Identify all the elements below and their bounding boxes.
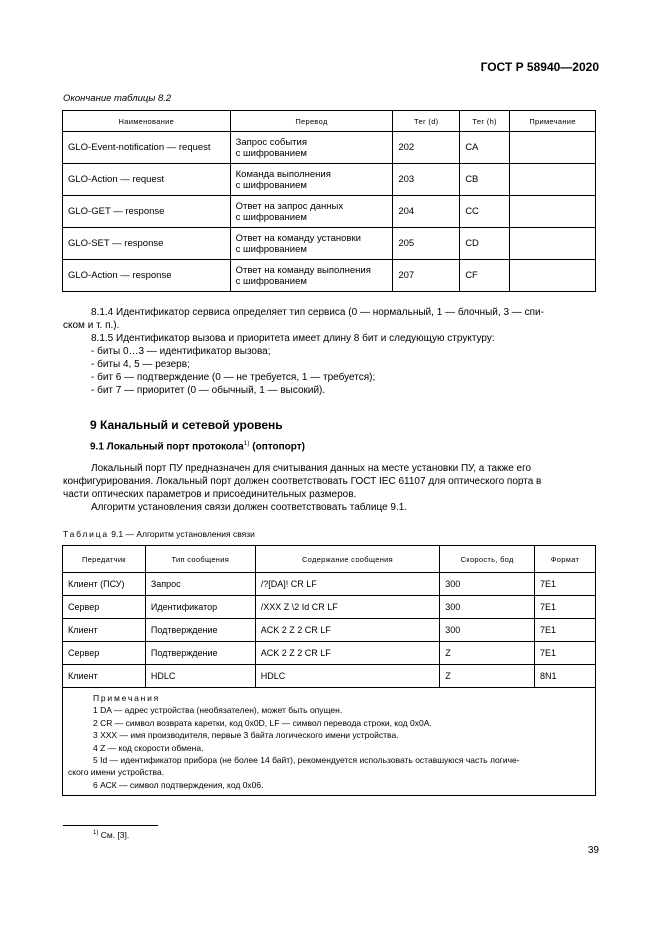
column-header: Передатчик xyxy=(63,546,146,573)
table-row xyxy=(63,196,596,228)
cell-transmitter: Сервер xyxy=(63,642,146,665)
cell-format: 7E1 xyxy=(535,642,596,665)
table-8-2-caption: Окончание таблицы 8.2 xyxy=(63,93,172,104)
cell-name: GLO-Action — response xyxy=(63,260,231,292)
table-header-row xyxy=(63,111,596,132)
cell-transmitter: Клиент (ПСУ) xyxy=(63,573,146,596)
cell-note xyxy=(510,260,596,292)
paragraph-8-1-4-continued: ском и т. п.). xyxy=(63,320,120,331)
translation-line: с шифрованием xyxy=(235,275,307,287)
cell-message-type: Подтверждение xyxy=(145,619,255,642)
cell-tag-h: CB xyxy=(460,164,510,196)
section-9-heading: 9 Канальный и сетевой уровень xyxy=(90,418,283,432)
cell-name: GLO-Action — request xyxy=(63,164,231,196)
caption-word: Таблица xyxy=(63,529,109,539)
cell-tag-h: CC xyxy=(460,196,510,228)
paragraph-8-1-4: 8.1.4 Идентификатор сервиса определяет тип сервиса (0 — нормальный, 1 — блочный, 3 — спи- xyxy=(91,307,544,318)
paragraph-line: конфигурирования. Локальный порт должен соответствовать ГОСТ IEC 61107 для оптического порта в xyxy=(63,476,542,487)
cell-tag-h: CD xyxy=(460,228,510,260)
footnote-mark: 1) xyxy=(93,830,99,837)
translation-line: с шифрованием xyxy=(235,243,307,255)
cell-note xyxy=(510,132,596,164)
page-number: 39 xyxy=(587,845,599,856)
column-header: Тег (d) xyxy=(393,111,460,132)
notes-row xyxy=(63,688,596,796)
paragraph-line: части оптических параметров и присоединительных размеров. xyxy=(63,489,357,500)
footnote-divider xyxy=(63,825,158,826)
cell-transmitter: Сервер xyxy=(63,596,146,619)
cell-message-content: /XXX Z \2 Id CR LF xyxy=(255,596,440,619)
cell-translation xyxy=(230,132,393,164)
column-header: Примечание xyxy=(510,111,596,132)
cell-speed: 300 xyxy=(440,619,535,642)
note-item-continued: ского имени устройства. xyxy=(68,767,165,778)
translation-line: Запрос события xyxy=(235,136,307,148)
cell-note xyxy=(510,196,596,228)
column-header: Наименование xyxy=(63,111,231,132)
cell-speed: Z xyxy=(440,642,535,665)
heading-suffix: (оптопорт) xyxy=(249,441,305,453)
bullet-item: - биты 4, 5 — резерв; xyxy=(91,359,190,370)
table-row xyxy=(63,132,596,164)
body-paragraphs xyxy=(63,306,598,397)
cell-tag-d: 204 xyxy=(393,196,460,228)
note-item: 4 Z — код скорости обмена. xyxy=(93,742,204,753)
cell-message-type: Подтверждение xyxy=(145,642,255,665)
section-9-1-heading xyxy=(90,440,305,452)
footnote-ref: 1) xyxy=(243,440,250,447)
cell-speed: 300 xyxy=(440,573,535,596)
paragraph-line: Локальный порт ПУ предназначен для считывания данных на месте установки ПУ, а также его xyxy=(91,463,532,474)
cell-message-content: ACK 2 Z 2 CR LF xyxy=(255,619,440,642)
cell-name: GLO-GET — response xyxy=(63,196,231,228)
paragraph-line: Алгоритм установления связи должен соответствовать таблице 9.1. xyxy=(91,502,408,513)
translation-line: Ответ на команду выполнения xyxy=(235,264,371,276)
cell-speed: Z xyxy=(440,665,535,688)
paragraph-8-1-5: 8.1.5 Идентификатор вызова и приоритета имеет длину 8 бит и следующую структуру: xyxy=(91,333,495,344)
cell-format: 7E1 xyxy=(535,619,596,642)
note-item: 2 CR — символ возврата каретки, код 0x0D, LF — символ перевода строки, код 0x0A. xyxy=(93,717,432,728)
table-9-1-caption xyxy=(63,529,255,539)
table-row xyxy=(63,619,596,642)
caption-text: 9.1 — Алгоритм установления связи xyxy=(108,529,255,539)
table-8-2 xyxy=(62,110,596,292)
notes-title: Примечания xyxy=(93,693,161,703)
cell-tag-d: 202 xyxy=(393,132,460,164)
translation-line: Команда выполнения xyxy=(235,168,331,180)
notes-cell xyxy=(63,688,596,796)
cell-tag-h: CF xyxy=(460,260,510,292)
cell-message-type: HDLC xyxy=(145,665,255,688)
column-header: Содержание сообщения xyxy=(255,546,440,573)
cell-translation xyxy=(230,260,393,292)
table-row xyxy=(63,642,596,665)
table-9-1 xyxy=(62,545,596,796)
table-row xyxy=(63,164,596,196)
column-header: Тег (h) xyxy=(460,111,510,132)
translation-line: Ответ на запрос данных xyxy=(235,200,344,212)
translation-line: с шифрованием xyxy=(235,147,307,159)
cell-format: 7E1 xyxy=(535,573,596,596)
cell-message-content: HDLC xyxy=(255,665,440,688)
footnote-text: См. [3]. xyxy=(98,830,130,840)
translation-line: Ответ на команду установки xyxy=(235,232,361,244)
cell-translation xyxy=(230,196,393,228)
cell-message-type: Идентификатор xyxy=(145,596,255,619)
column-header: Перевод xyxy=(230,111,393,132)
cell-format: 8N1 xyxy=(535,665,596,688)
cell-note xyxy=(510,164,596,196)
column-header: Формат xyxy=(535,546,596,573)
cell-name: GLO-SET — response xyxy=(63,228,231,260)
table-row xyxy=(63,260,596,292)
column-header: Скорость, бод xyxy=(440,546,535,573)
translation-line: с шифрованием xyxy=(235,211,307,223)
table-row xyxy=(63,573,596,596)
cell-tag-d: 207 xyxy=(393,260,460,292)
cell-name: GLO-Event-notification — request xyxy=(63,132,231,164)
footnote xyxy=(93,830,129,840)
bullet-item: - биты 0…3 — идентификатор вызова; xyxy=(91,346,271,357)
bullet-item: - бит 7 — приоритет (0 — обычный, 1 — высокий). xyxy=(91,385,326,396)
cell-translation xyxy=(230,228,393,260)
translation-line: с шифрованием xyxy=(235,179,307,191)
bullet-item: - бит 6 — подтверждение (0 — не требуется, 1 — требуется); xyxy=(91,372,376,383)
note-item: 5 Id — идентификатор прибора (не более 14 байт), рекомендуется использовать оставшуюся часть логиче- xyxy=(93,755,520,766)
document-header: ГОСТ Р 58940—2020 xyxy=(480,60,599,74)
cell-message-type: Запрос xyxy=(145,573,255,596)
cell-tag-h: CA xyxy=(460,132,510,164)
table-row xyxy=(63,665,596,688)
cell-tag-d: 203 xyxy=(393,164,460,196)
note-item: 1 DA — адрес устройства (необязателен), может быть опущен. xyxy=(93,705,343,716)
table-row xyxy=(63,596,596,619)
note-item: 6 АСК — символ подтверждения, код 0x06. xyxy=(93,779,264,790)
cell-transmitter: Клиент xyxy=(63,665,146,688)
note-item: 3 XXX — имя производителя, первые 3 байта логического имени устройства. xyxy=(93,730,399,741)
cell-message-content: /?[DA]! CR LF xyxy=(255,573,440,596)
table-header-row xyxy=(63,546,596,573)
cell-speed: 300 xyxy=(440,596,535,619)
heading-text: 9.1 Локальный порт протокола xyxy=(90,441,244,453)
cell-note xyxy=(510,228,596,260)
cell-format: 7E1 xyxy=(535,596,596,619)
cell-message-content: ACK 2 Z 2 CR LF xyxy=(255,642,440,665)
column-header: Тип сообщения xyxy=(145,546,255,573)
table-row xyxy=(63,228,596,260)
cell-tag-d: 205 xyxy=(393,228,460,260)
section-9-1-text xyxy=(63,462,598,514)
cell-transmitter: Клиент xyxy=(63,619,146,642)
cell-translation xyxy=(230,164,393,196)
